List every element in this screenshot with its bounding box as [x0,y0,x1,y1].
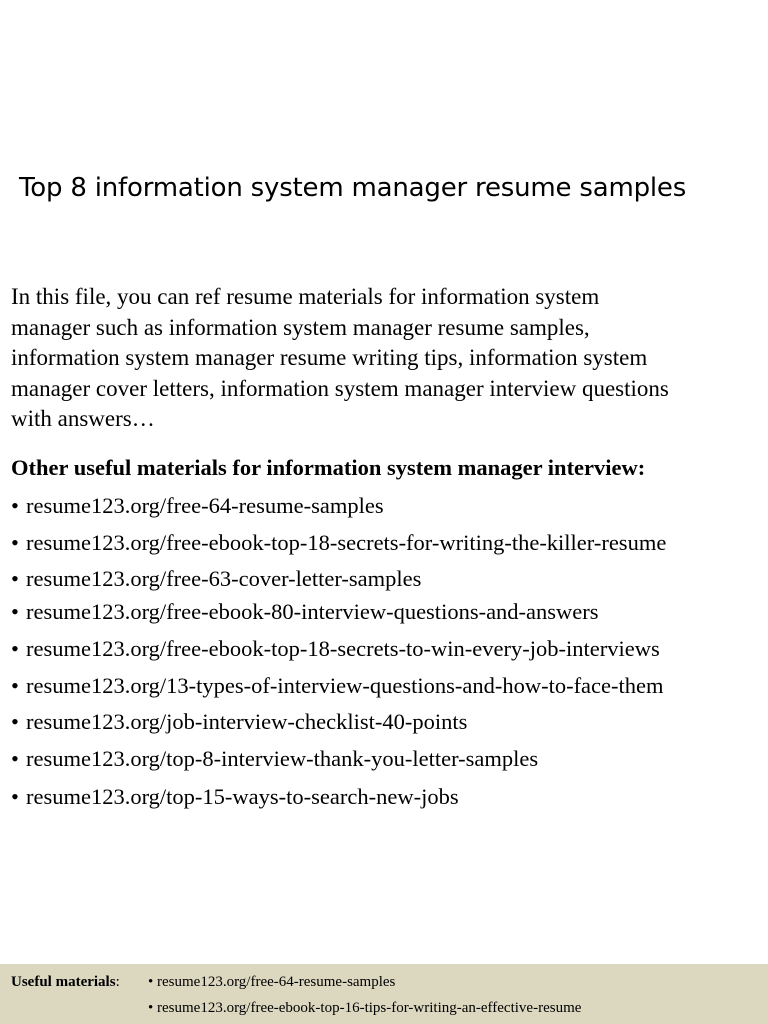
intro-line: In this file, you can ref resume materials for information system [11,284,600,309]
footer-link[interactable]: • resume123.org/free-ebook-top-16-tips-for-writing-an-effective-resume [148,1000,582,1016]
section-heading: Other useful materials for information system manager interview: [11,455,646,480]
footer-label-text: Useful materials [11,974,116,990]
footer-label [11,970,120,994]
bullet: • [11,530,19,555]
footer-bar [0,964,768,1024]
resource-link[interactable]: resume123.org/job-interview-checklist-40-points [26,709,468,734]
list-item [11,491,384,521]
list-item [11,634,660,664]
footer-colon: : [115,974,120,990]
bullet: • [11,709,19,734]
resource-link[interactable]: resume123.org/top-15-ways-to-search-new-jobs [26,784,459,809]
list-item [11,597,599,627]
resource-link[interactable]: resume123.org/free-64-resume-samples [26,493,384,518]
resource-link[interactable]: resume123.org/top-8-interview-thank-you-letter-samples [26,746,539,771]
page-title: Top 8 information system manager resume samples [19,173,687,203]
resource-link[interactable]: resume123.org/free-ebook-top-18-secrets-to-win-every-job-interviews [26,636,660,661]
list-item [11,744,538,774]
bullet: • [11,599,19,624]
bullet: • [11,566,19,591]
list-item [11,528,666,558]
intro-line: manager cover letters, information system manager interview questions [11,375,669,401]
resource-link[interactable]: resume123.org/free-ebook-80-interview-questions-and-answers [26,599,599,624]
list-item [11,671,664,701]
intro-line: with answers… [11,406,155,432]
intro-line: information system manager resume writing tips, information system [11,345,648,371]
resource-link[interactable]: resume123.org/free-63-cover-letter-samples [26,566,422,591]
list-item [11,782,459,812]
footer-link[interactable]: • resume123.org/free-64-resume-samples [148,974,396,990]
resource-link[interactable]: resume123.org/free-ebook-top-18-secrets-for-writing-the-killer-resume [26,530,667,555]
bullet: • [11,636,19,661]
list-item [11,564,421,594]
resource-link[interactable]: resume123.org/13-types-of-interview-questions-and-how-to-face-them [26,673,664,698]
bullet: • [11,673,19,698]
intro-line: manager such as information system manager resume samples, [11,314,590,340]
bullet: • [11,784,19,809]
bullet: • [11,493,19,518]
bullet: • [11,746,19,771]
intro-paragraph [11,282,761,435]
list-item [11,707,467,737]
